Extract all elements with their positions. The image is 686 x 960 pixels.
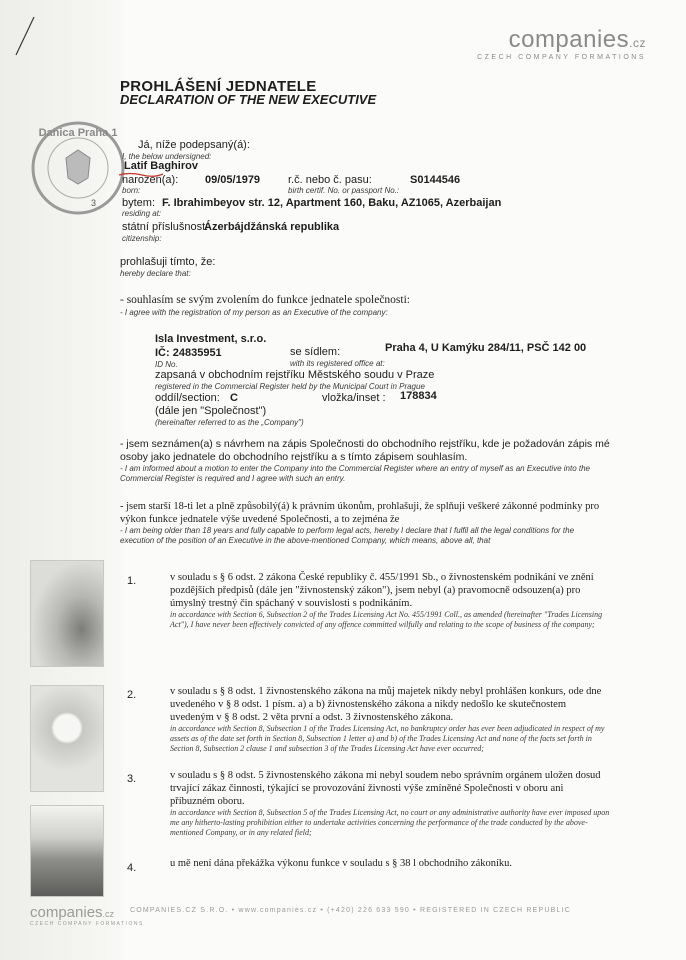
declare-cz: prohlašuji tímto, že:: [120, 256, 216, 268]
item-3-en: in accordance with Section 8, Subsection 5 of the Trades Licensing Act, no court or any administrative authority have ever imposed upon me any hitherto-lasting prohibition either to undertake activities concerning the performance of the trade conducted by the above-mentioned Company, or in any related field;: [170, 808, 610, 837]
landscape-image: [30, 805, 104, 897]
paragraph-capable-cz: - jsem starší 18-ti let a plně způsobilý(á) k právním úkonům, prohlašuji, že splňuji veškeré zákonné podmínky pro výkon funkce jednatele výše uvedené Společnosti, a to zejména že: [120, 501, 600, 525]
title-en: DECLARATION OF THE NEW EXECUTIVE: [120, 92, 377, 107]
undersigned-en: I, the below undersigned:: [122, 152, 212, 161]
item-2-number: 2.: [127, 689, 137, 701]
pen-mark: [10, 15, 40, 60]
residing-cz: bytem:: [122, 197, 156, 209]
stamp-number: 3: [91, 198, 97, 208]
consent-en: - I agree with the registration of my person as an Executive of the company:: [120, 308, 388, 317]
item-2-cz: v souladu s § 8 odst. 1 živnostenského zákona na můj majetek nikdy nebyl prohlášen konkurs, ode dne uvedeného v § 8 odst. 1 písm. a) a b) živnostenského zákona a nikdy nedošlo ke skutečnostem uvedeným v § 8 odst. 2 věta první a odst. 3 živnostenského zákona.: [170, 686, 602, 723]
ic-label: IČ:: [155, 347, 170, 359]
item-4: [170, 857, 610, 870]
footer-logo-word: companies: [30, 904, 103, 921]
item-4-number: 4.: [127, 862, 137, 874]
feather-image: [30, 560, 104, 667]
seat-label-cz: se sídlem:: [290, 346, 341, 358]
logo-word: companies: [508, 26, 630, 53]
rc-label-cz: r.č. nebo č. pasu:: [288, 174, 372, 186]
footer-logo-suffix: .cz: [102, 909, 115, 919]
title-cz: PROHLÁŠENÍ JEDNATELE: [120, 78, 317, 95]
section-label: oddíl/section:: [155, 392, 220, 404]
item-3: [170, 769, 610, 838]
register-cz: zapsaná v obchodním rejstříku Městského soudu v Praze: [155, 369, 435, 381]
declare-en: hereby declare that:: [120, 269, 191, 278]
citizenship-en: citizenship:: [122, 234, 162, 243]
official-stamp: [28, 118, 128, 218]
paragraph-informed-en: - I am informed about a motion to enter the Company into the Commercial Register where an entry of myself as an Executive into the Commercial Register is required and I agree with such an entry.: [120, 464, 591, 483]
ic-value: 24835951: [172, 347, 222, 359]
paragraph-capable: [120, 500, 610, 546]
logo-tagline: CZECH COMPANY FORMATIONS: [477, 54, 646, 61]
born-en: born:: [122, 186, 141, 195]
logo-suffix: .cz: [629, 36, 646, 50]
paragraph-informed-cz: - jsem seznámen(a) s návrhem na zápis Společnosti do obchodního rejstříku, kde je požadován zápis mé osoby jako jednatele do obchodního rejstříku a s tímto zápisem souhlasím.: [120, 438, 610, 463]
ic-en: ID No.: [155, 360, 178, 369]
item-3-cz: v souladu s § 8 odst. 5 živnostenského zákona mi nebyl soudem nebo správním orgánem uložen dosud trvající zákaz činnosti, týkající se provozování živnosti výše zmíněné Společnosti v oboru ani příbuzném oboru.: [170, 770, 601, 807]
balloon-image: [30, 685, 104, 792]
item-1: [170, 571, 610, 630]
rc-label-en: birth certif. No. or passport No.:: [288, 186, 400, 195]
citizenship-cz: státní příslušnost:: [122, 221, 209, 233]
item-1-en: in accordance with Section 6, Subsection 2 of the Trades Licensing Act No. 455/1991 Coll., as amended (hereinafter "Trades Licensing Act"), I have never been effectively convicted of any offence committed wilfully and relating to the scope of business of the company;: [170, 610, 603, 629]
company-seat: Praha 4, U Kamýku 284/11, PSČ 142 00: [385, 342, 587, 354]
register-en: registered in the Commercial Register held by the Municipal Court in Prague: [155, 382, 425, 391]
insert-value: 178834: [400, 390, 437, 402]
companies-logo: [477, 26, 646, 61]
footer-contact: COMPANIES.CZ S.R.O. • www.companies.cz • (+420) 226 633 590 • REGISTERED IN CZECH REPUBLIC: [130, 907, 572, 914]
item-1-number: 1.: [127, 575, 137, 587]
citizenship-value: Ázerbájdžánská republika: [204, 221, 340, 233]
section-value: C: [230, 392, 238, 404]
stamp-text: Danica Praha 1: [38, 127, 118, 139]
company-ref-cz: (dále jen "Společnost"): [155, 405, 267, 417]
footer-logo-tagline: CZECH COMPANY FORMATIONS: [30, 921, 144, 927]
consent-cz: - souhlasím se svým zvolením do funkce jednatele společnosti:: [120, 294, 410, 306]
passport-number: S0144546: [410, 174, 461, 186]
insert-label: vložka/inset :: [322, 392, 386, 404]
birth-date: 09/05/1979: [205, 174, 261, 186]
companies-logo-footer: [30, 904, 144, 927]
paragraph-informed: [120, 438, 610, 484]
undersigned-cz: Já, níže podepsaný(á):: [138, 139, 250, 151]
item-3-number: 3.: [127, 773, 137, 785]
item-2: [170, 685, 610, 754]
company-ref-en: (hereinafter referred to as the „Company"): [155, 418, 304, 427]
company-name: Isla Investment, s.r.o.: [155, 333, 267, 345]
paragraph-capable-en: - I am being older than 18 years and fully capable to perform legal acts, hereby I declare that I fulfil all the legal conditions for the execution of the position of an Executive in the above-mentioned Company, which means, above all, that: [120, 526, 575, 545]
item-2-en: in accordance with Section 8, Subsection 1 of the Trades Licensing Act, no bankruptcy order has ever been adjudicated in respect of my assets as of the date set forth in Section 8, Subsection 1 letter a) and b) of the Trades Licensing Act and none of the facts set forth in Section 8, Subsection 2 clause 1 and subsection 3 of the Trades Licensing Act have ever occurred;: [170, 724, 605, 753]
executive-name: Latif Baghirov: [124, 160, 198, 172]
item-4-cz: u mě není dána překážka výkonu funkce v souladu s § 38 l obchodního zákoníku.: [170, 858, 513, 869]
item-1-cz: v souladu s § 6 odst. 2 zákona České republiky č. 455/1991 Sb., o živnostenském podnikání ve znění pozdějších předpisů (dále jen "živnostenský zákon"), jsem nebyl (a) pravomocně odsouzen(a) pro úmyslný trestný čin spáchaný v souvislosti s podnikáním.: [170, 572, 594, 609]
born-cz: narozen(a):: [122, 174, 179, 186]
company-ic: [155, 347, 222, 359]
address: F. Ibrahimbeyov str. 12, Apartment 160, Baku, AZ1065, Azerbaijan: [162, 197, 502, 209]
residing-en: residing at:: [122, 209, 162, 218]
seat-label-en: with its registered office at:: [290, 359, 385, 368]
